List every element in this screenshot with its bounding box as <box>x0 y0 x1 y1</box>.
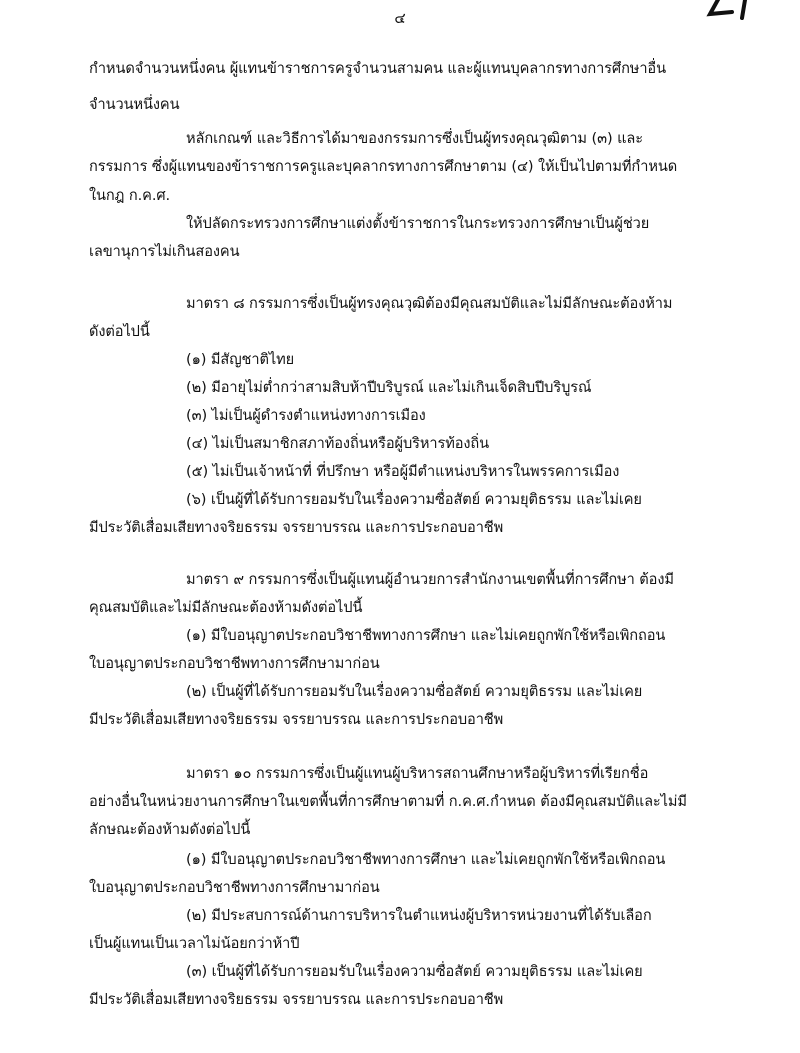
list-item: (๓) เป็นผู้ที่ได้รับการยอมรับในเรื่องความซื่อสัตย์ ความยุติธรรม และไม่เคย <box>186 963 643 980</box>
paragraph-line: ใบอนุญาตประกอบวิชาชีพทางการศึกษามาก่อน <box>89 879 380 896</box>
paragraph-line: เลขานุการไม่เกินสองคน <box>89 243 240 260</box>
list-item: (๖) เป็นผู้ที่ได้รับการยอมรับในเรื่องความซื่อสัตย์ ความยุติธรรม และไม่เคย <box>186 491 642 508</box>
paragraph-line: จำนวนหนึ่งคน <box>89 96 180 113</box>
list-item: (๑) มีใบอนุญาตประกอบวิชาชีพทางการศึกษา และไม่เคยถูกพักใช้หรือเพิกถอน <box>186 851 666 868</box>
list-item: (๔) ไม่เป็นสมาชิกสภาท้องถิ่นหรือผู้บริหารท้องถิ่น <box>186 435 490 452</box>
paragraph-line: ลักษณะต้องห้ามดังต่อไปนี้ <box>89 821 251 838</box>
paragraph-line: คุณสมบัติและไม่มีลักษณะต้องห้ามดังต่อไปนี้ <box>89 599 363 616</box>
paragraph-line: ดังต่อไปนี้ <box>89 323 150 340</box>
list-item: (๒) เป็นผู้ที่ได้รับการยอมรับในเรื่องความซื่อสัตย์ ความยุติธรรม และไม่เคย <box>186 683 643 700</box>
section-10-heading: มาตรา ๑๐ กรรมการซึ่งเป็นผู้แทนผู้บริหารสถานศึกษาหรือผู้บริหารที่เรียกชื่อ <box>186 765 649 782</box>
paragraph-line: มีประวัติเสื่อมเสียทางจริยธรรม จรรยาบรรณ และการประกอบอาชีพ <box>89 991 504 1008</box>
paragraph-line: เป็นผู้แทนเป็นเวลาไม่น้อยกว่าห้าปี <box>89 935 300 952</box>
paragraph-line: ให้ปลัดกระทรวงการศึกษาแต่งตั้งข้าราชการในกระทรวงการศึกษาเป็นผู้ช่วย <box>186 215 650 232</box>
list-item: (๒) มีประสบการณ์ด้านการบริหารในตำแหน่งผู้บริหารหน่วยงานที่ได้รับเลือก <box>186 907 652 924</box>
list-item: (๑) มีสัญชาติไทย <box>186 351 295 368</box>
paragraph-line: ในกฎ ก.ค.ศ. <box>89 187 171 204</box>
list-item: (๒) มีอายุไม่ต่ำกว่าสามสิบห้าปีบริบูรณ์ และไม่เกินเจ็ดสิบปีบริบูรณ์ <box>186 379 592 396</box>
section-8-heading: มาตรา ๘ กรรมการซึ่งเป็นผู้ทรงคุณวุฒิต้องมีคุณสมบัติและไม่มีลักษณะต้องห้าม <box>186 295 673 312</box>
paragraph-line: ใบอนุญาตประกอบวิชาชีพทางการศึกษามาก่อน <box>89 655 380 672</box>
paragraph-line: กำหนดจำนวนหนึ่งคน ผู้แทนข้าราชการครูจำนวนสามคน และผู้แทนบุคลากรทางการศึกษาอื่น <box>89 60 666 77</box>
paragraph-line: มีประวัติเสื่อมเสียทางจริยธรรม จรรยาบรรณ และการประกอบอาชีพ <box>89 519 504 536</box>
handwritten-page-mark <box>706 0 766 22</box>
section-9-heading: มาตรา ๙ กรรมการซึ่งเป็นผู้แทนผู้อำนวยการสำนักงานเขตพื้นที่การศึกษา ต้องมี <box>186 571 674 588</box>
page-number: ๔ <box>394 9 406 27</box>
paragraph-line: อย่างอื่นในหน่วยงานการศึกษาในเขตพื้นที่การศึกษาตามที่ ก.ค.ศ.กำหนด ต้องมีคุณสมบัติและไม่มี <box>89 793 687 810</box>
paragraph-line: มีประวัติเสื่อมเสียทางจริยธรรม จรรยาบรรณ และการประกอบอาชีพ <box>89 711 504 728</box>
list-item: (๕) ไม่เป็นเจ้าหน้าที่ ที่ปรึกษา หรือผู้มีตำแหน่งบริหารในพรรคการเมือง <box>186 463 620 480</box>
paragraph-line: หลักเกณฑ์ และวิธีการได้มาของกรรมการซึ่งเป็นผู้ทรงคุณวุฒิตาม (๓) และ <box>186 130 643 147</box>
list-item: (๓) ไม่เป็นผู้ดำรงตำแหน่งทางการเมือง <box>186 407 426 424</box>
list-item: (๑) มีใบอนุญาตประกอบวิชาชีพทางการศึกษา และไม่เคยถูกพักใช้หรือเพิกถอน <box>186 627 666 644</box>
paragraph-line: กรรมการ ซึ่งผู้แทนของข้าราชการครูและบุคลากรทางการศึกษาตาม (๔) ให้เป็นไปตามที่กำหนด <box>89 158 678 175</box>
